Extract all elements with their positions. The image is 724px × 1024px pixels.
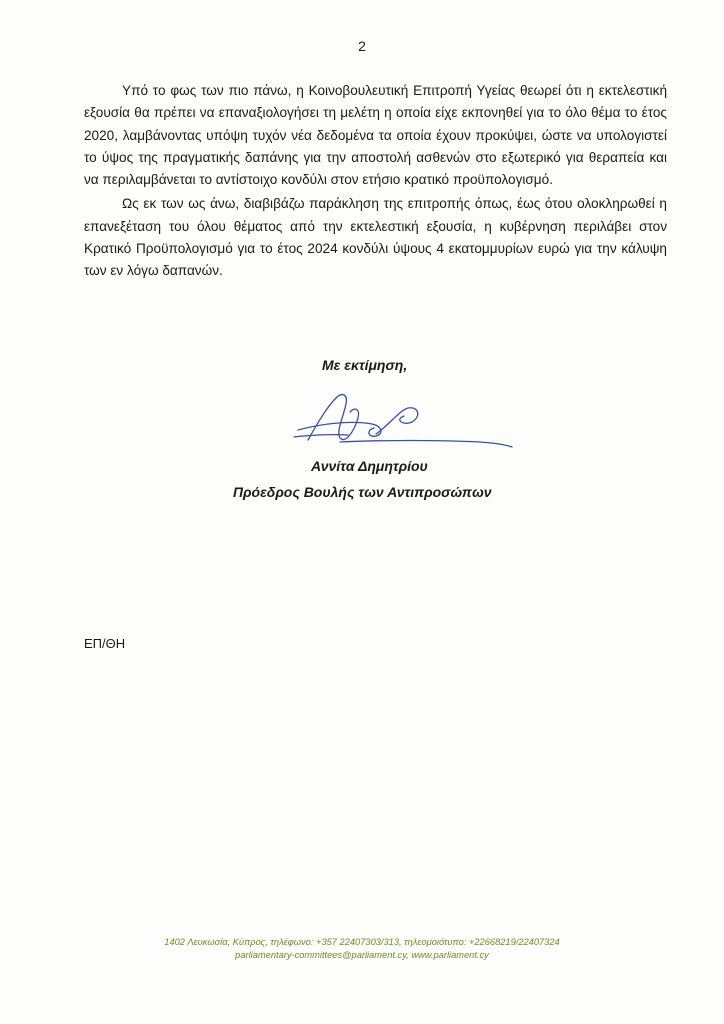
footer-contact: parliamentary-committees@parliament.cy, www.parliament.cy xyxy=(235,950,489,960)
signer-name: Αννίτα Δημητρίου xyxy=(311,458,428,474)
footer xyxy=(0,936,724,962)
signer-title: Πρόεδρος Βουλής των Αντιπροσώπων xyxy=(233,484,492,500)
letter-body xyxy=(84,80,667,283)
reference-initials: ΕΠ/ΘΗ xyxy=(84,636,126,651)
footer-address: 1402 Λευκωσία, Κύπρος, τηλέφωνο: +357 22407303/313, τηλεομοιότυπο: +22668219/22407324 xyxy=(164,937,560,947)
handwritten-signature xyxy=(280,390,520,450)
paragraph-2: Ως εκ των ως άνω, διαβιβάζω παράκληση της επιτροπής όπως, έως ότου ολοκληρωθεί η επανεξέταση του όλου θέματος από την εκτελεστική εξουσία, η κυβέρνηση περιλάβει στον Κρατικό Προϋπολογισμό για το έτος 2024 κονδύλι ύψους 4 εκατομμυρίων ευρώ για την κάλυψη των εν λόγω δαπανών. xyxy=(84,196,667,279)
closing-salutation: Με εκτίμηση, xyxy=(322,357,408,373)
page-number: 2 xyxy=(358,38,366,54)
paragraph-1: Υπό το φως των πιο πάνω, η Κοινοβουλευτική Επιτροπή Υγείας θεωρεί ότι η εκτελεστική εξουσία θα πρέπει να επαναξιολογήσει τη μελέτη η οποία είχε εκπονηθεί για το όλο θέμα το έτος 2020, λαμβάνοντας υπόψη τυχόν νέα δεδομένα τα οποία έχουν προκύψει, ώστε να υπολογιστεί το ύψος της πραγματικής δαπάνης για την αποστολή ασθενών στο εξωτερικό για θεραπεία και να περιλαμβάνεται το αντίστοιχο κονδύλι στον ετήσιο κρατικό προϋπολογισμό. xyxy=(84,83,667,188)
